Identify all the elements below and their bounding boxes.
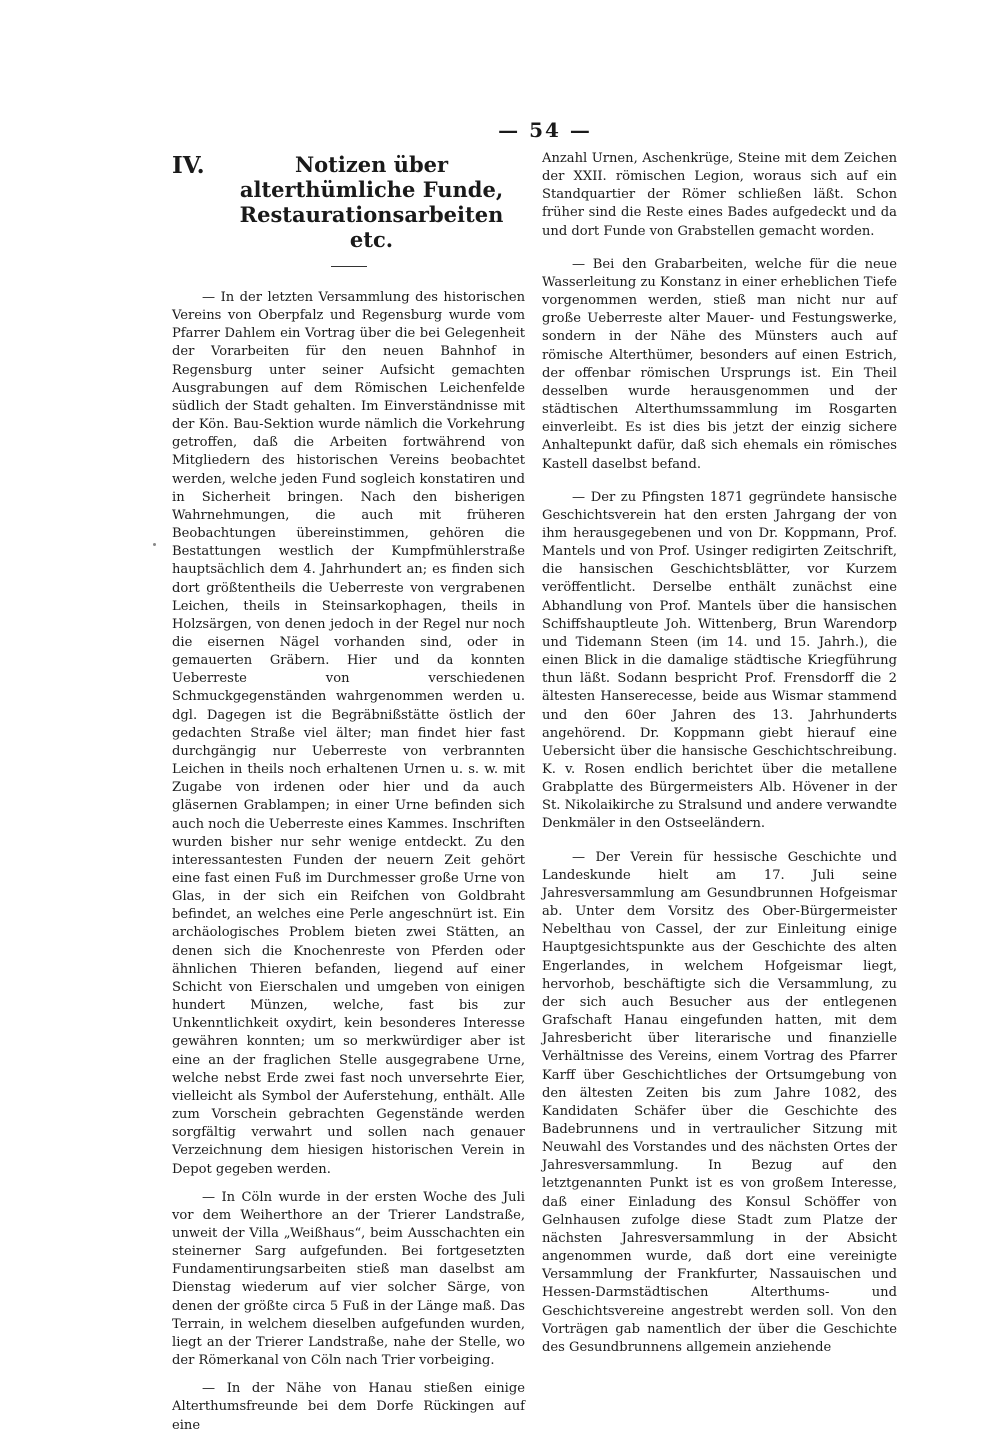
- section-heading: [172, 152, 525, 252]
- paragraph-coeln: — In Cöln wurde in der ersten Woche des Juli vor dem Weiherthore an der Trierer Landstraße, unweit der Villa „Weißhaus“, beim Ausschachten ein steinerner Sarg aufgefunden. Bei fortgesetzten Fundamentirungsarbeiten stieß man daselbst am Dienstag wiederum auf vier solcher Särge, von denen der größte circa 5 Fuß in der Länge maß. Das Terrain, in welchem dieselben aufgefunden wurden, liegt an der Trierer Landstraße, nahe der Stelle, wo der Römerkanal von Cöln nach Trier vorbeiging.: [172, 1189, 525, 1369]
- heading-divider: [331, 266, 367, 267]
- left-column: [172, 152, 525, 1445]
- paragraph-hansischer-verein: — Der zu Pfingsten 1871 gegründete hansische Geschichtsverein hat den ersten Jahrgang der von ihm herausgegebenen und von Dr. Koppmann, Prof. Mantels und von Prof. Usinger redigirten Zeitschrift, die hansischen Geschichtsblätter, vor Kurzem veröffentlicht. Derselbe enthält zunächst eine Abhandlung von Prof. Mantels über die hansischen Schiffshauptleute Joh. Wittenberg, Brun Warendorp und Tidemann Steen (im 14. und 15. Jahrh.), die einen Blick in die damalige städtische Kriegführung thun läßt. Sodann bespricht Prof. Frensdorff die 2 ältesten Hanserecesse, beide aus Wismar stammend und den 60er Jahren des 13. Jahrhunderts angehörend. Dr. Koppmann giebt hierauf eine Uebersicht über die hansische Geschichtschreibung. K. v. Rosen endlich berichtet über die metallene Grabplatte des Bürgermeisters Alb. Hövener in der St. Nikolaikirche zu Stralsund und andere verwandte Denkmäler in den Ostseeländern.: [542, 489, 897, 832]
- section-numeral: IV.: [172, 152, 205, 179]
- right-column: [542, 150, 897, 1372]
- paragraph-hessischer-verein: — Der Verein für hessische Geschichte und Landeskunde hielt am 17. Juli seine Jahresversammlung am Gesundbrunnen Hofgeismar ab. Unter dem Vorsitz des Ober-Bürgermeister Nebelthau von Cassel, der zur Einleitung einige Hauptgesichtspunkte aus der Geschichte des alten Engerlandes, in welchem Hofgeismar liegt, hervorhob, beschäftigte sich die Versammlung, zu der sich auch Besucher aus der entlegenen Grafschaft Hanau eingefunden hatten, mit dem Jahresbericht über literarische und finanzielle Verhältnisse des Vereins, einem Vortrag des Pfarrer Karff über Geschichtliches der Ortsumgebung von den ältesten Zeiten bis zum Jahre 1082, des Kandidaten Schäfer über die Geschichte des Badebrunnens und in vertraulicher Sitzung mit Neuwahl des Vorstandes und des nächsten Ortes der Jahresversammlung. In Bezug auf den letztgenannten Punkt ist es von großem Interesse, daß einer Einladung des Konsul Schöffer von Gelnhausen zufolge diese Stadt zum Platze der nächsten Jahresversammlung in der Absicht angenommen wurde, daß dort eine vereinigte Versammlung der Frankfurter, Nassauischen und Hessen-Darmstädtischen Alterthums- und Geschichtsvereine angestrebt werden soll. Von den Vorträgen gab namentlich der über die Geschichte des Gesundbrunnens allgemein anziehende: [542, 849, 897, 1355]
- paragraph-regensburg: — In der letzten Versammlung des historischen Vereins von Oberpfalz und Regensburg wurde vom Pfarrer Dahlem ein Vortrag über die bei Gelegenheit der Vorarbeiten für den neuen Bahnhof in Regensburg unter seiner Aufsicht gemachten Ausgrabungen auf dem Römischen Leichenfelde südlich der Stadt gehalten. Im Einverständnisse mit der Kön. Bau-Sektion wurde nämlich die Vorkehrung getroffen, daß die Arbeiten fortwährend von Mitgliedern des historischen Vereins beobachtet werden, welche jeden Fund sogleich konstatiren und in Sicherheit bringen. Nach den bisherigen Wahrnehmungen, die auch mit früheren Beobachtungen übereinstimmen, gehören die Bestattungen westlich der Kumpfmühlerstraße hauptsächlich dem 4. Jahrhundert an; es finden sich dort größtentheils die Ueberreste von vergrabenen Leichen, theils in Steinsarkophagen, theils in Holzsärgen, von denen jedoch in der Regel nur noch die eisernen Nägel vorhanden sind, oder in gemauerten Gräbern. Hier und da konnten Ueberreste von verschiedenen Schmuckgegenständen wahrgenommen werden u. dgl. Dagegen ist die Begräbnißstätte östlich der gedachten Straße viel älter; man findet hier fast durchgängig nur Ueberreste von verbrannten Leichen in theils noch erhaltenen Urnen u. s. w. mit Zugabe von irdenen oder hier und da auch gläsernen Grablampen; in einer Urne befinden sich auch noch die Ueberreste eines Kammes. Inschriften wurden bisher nur sehr wenige entdeckt. Zu den interessantesten Funden der neuern Zeit gehört eine fast einen Fuß im Durchmesser große Urne von Glas, in der sich ein Reifchen von Goldbraht befindet, an welches eine Perle angeschnürt ist. Ein archäologisches Problem bieten zwei Stätten, an denen sich die Knochenreste von Pferden oder ähnlichen Thieren befanden, liegend auf einer Schicht von Eierschalen und umgeben von einigen hundert Münzen, welche, fast bis zur Unkenntlichkeit oxydirt, kein besonderes Interesse gewähren konnten; um so merkwürdiger aber ist eine an der fraglichen Stelle ausgegrabene Urne, welche nebst Erde zwei fast noch unversehrte Eier, vielleicht als Symbol der Auferstehung, enthält. Alle zum Vorschein gebrachten Gegenstände werden sorgfältig verwahrt und sollen nach genauer Verzeichnung dem hiesigen historischen Verein in Depot gegeben werden.: [172, 290, 526, 1177]
- page-number: — 54 —: [498, 118, 592, 142]
- section-title: Notizen über alterthümliche Funde, Restaurationsarbeiten etc.: [239, 152, 504, 252]
- paragraph-hanau: — In der Nähe von Hanau stießen einige Alterthumsfreunde bei dem Dorfe Rückingen auf eine: [172, 1381, 525, 1433]
- paragraph-konstanz: — Bei den Grabarbeiten, welche für die neue Wasserleitung zu Konstanz in einer erheblichen Tiefe vorgenommen werden, stieß man nicht nur auf große Ueberreste alter Mauer- und Festungswerke, sondern in der Nähe des Münsters auch auf römische Alterthümer, besonders auf einen Estrich, der offenbar römischen Ursprungs ist. Ein Theil desselben wurde herausgenommen und der städtischen Alterthumssammlung im Rosgarten einverleibt. Es ist dies bis jetzt der einzig sichere Anhaltepunkt dafür, daß sich ehemals ein römisches Kastell daselbst befand.: [542, 256, 897, 472]
- paragraph-hanau-continued: Anzahl Urnen, Aschenkrüge, Steine mit dem Zeichen der XXII. römischen Legion, woraus sich auf ein Standquartier der Römer schließen läßt. Schon früher sind die Reste eines Bades aufgedeckt und da und dort Funde von Grabstellen gemacht worden.: [542, 151, 897, 239]
- margin-dot: [153, 543, 156, 546]
